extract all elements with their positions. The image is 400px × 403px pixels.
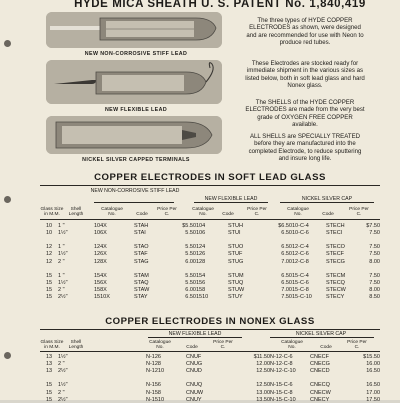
cell-stiff-catalogue: 124X bbox=[94, 244, 107, 251]
cell-flexible-catalogue: N-158 bbox=[146, 389, 161, 396]
cell-flexible-code: STUO bbox=[228, 244, 244, 251]
cell-stiff-code: STAO bbox=[134, 244, 149, 251]
cell-flexible-price: 13.00 bbox=[256, 389, 270, 396]
cell-nickel-catalogue: 15-C-10 bbox=[292, 294, 312, 301]
nonex-glass-title: COPPER ELECTRODES IN NONEX GLASS bbox=[105, 316, 315, 327]
caption-stiff-lead: NEW NON-CORROSIVE STIFF LEAD bbox=[84, 51, 188, 57]
cell-nickel-price: 17.50 bbox=[366, 396, 380, 403]
table-row bbox=[40, 382, 380, 389]
soft-glass-table bbox=[40, 222, 380, 301]
cell-stiff-code: STAI bbox=[134, 229, 146, 236]
cell-flexible-code: CNUD bbox=[186, 367, 202, 374]
soft-glass-title: COPPER ELECTRODES IN SOFT LEAD GLASS bbox=[94, 172, 326, 183]
cell-nickel-catalogue: 12-C-4 bbox=[292, 244, 309, 251]
cell-glass-size: 15 bbox=[45, 389, 53, 396]
col-code: Code bbox=[320, 345, 332, 350]
cell-nickel-catalogue: 15-C-4 bbox=[292, 272, 309, 279]
intro-paragraph-2: These Electrodes are stocked ready for immediate shipment in the various sizes as listed below, both in soft lead glass and hard Nonex glass. bbox=[245, 60, 365, 90]
cell-flexible-code: CNUY bbox=[186, 396, 202, 403]
cell-nickel-price: 16.50 bbox=[366, 367, 380, 374]
cell-shell-length: 2 " bbox=[58, 287, 65, 294]
cell-stiff-price: 5.50 bbox=[185, 229, 196, 236]
table-row bbox=[40, 244, 380, 251]
caption-nickel-cap: NICKEL SILVER CAPPED TERMINALS bbox=[82, 157, 190, 163]
col-code: Code bbox=[136, 212, 148, 217]
cell-stiff-catalogue: 158X bbox=[94, 287, 107, 294]
cell-flexible-price: 6.50 bbox=[281, 229, 292, 236]
cell-flexible-price: 6.50 bbox=[281, 244, 292, 251]
cell-glass-size: 13 bbox=[45, 353, 53, 360]
cell-shell-length: 2½" bbox=[58, 294, 68, 301]
cell-nickel-code: CNECQ bbox=[310, 382, 330, 389]
col-catalogue: Catalogue No. bbox=[281, 340, 303, 351]
cell-glass-size: 13 bbox=[45, 360, 53, 367]
cell-shell-length: 1½" bbox=[58, 353, 68, 360]
cell-stiff-price: $5.50 bbox=[182, 222, 196, 229]
col-code: Code bbox=[322, 212, 334, 217]
photo-flexible-lead bbox=[46, 60, 222, 104]
nonex-header-rule bbox=[40, 351, 380, 352]
cell-glass-size: 12 bbox=[45, 251, 53, 258]
cell-flexible-code: STUI bbox=[228, 229, 241, 236]
cell-stiff-code: STAM bbox=[134, 272, 149, 279]
cell-glass-size: 10 bbox=[45, 222, 53, 229]
cell-shell-length: 2½" bbox=[58, 367, 68, 374]
col-price: Price Per C. bbox=[347, 340, 367, 351]
row-spacer bbox=[40, 265, 380, 272]
cell-shell-length: 2 " bbox=[58, 258, 65, 265]
cell-shell-length: 2 " bbox=[58, 389, 65, 396]
nonex-group-rule bbox=[270, 337, 374, 338]
cell-stiff-price: 5.50 bbox=[185, 251, 196, 258]
cell-nickel-price: $15.50 bbox=[363, 353, 380, 360]
row-spacer bbox=[40, 236, 380, 243]
cell-nickel-code: CNECD bbox=[310, 367, 330, 374]
photo-nickel-cap bbox=[46, 116, 222, 154]
soft-group-nickel-cap: NICKEL SILVER CAP bbox=[301, 196, 353, 202]
patent-header: HYDE MICA SHEATH U. S. PATENT No. 1,840,419 bbox=[74, 0, 366, 10]
cell-nickel-catalogue: N-15-C-8 bbox=[270, 389, 293, 396]
soft-group-rule bbox=[280, 202, 374, 203]
cell-nickel-code: STECF bbox=[326, 251, 345, 258]
table-row bbox=[40, 389, 380, 396]
cell-flexible-code: CNUG bbox=[186, 360, 203, 367]
cell-nickel-price: 8.00 bbox=[369, 258, 380, 265]
cell-nickel-code: STECG bbox=[326, 258, 345, 265]
col-price: Price Per C. bbox=[213, 340, 233, 351]
cell-nickel-price: $7.50 bbox=[366, 222, 380, 229]
nonex-glass-table bbox=[40, 353, 380, 403]
cell-glass-size: 13 bbox=[45, 367, 53, 374]
cell-stiff-catalogue: 104X bbox=[94, 222, 107, 229]
table-row bbox=[40, 353, 380, 360]
row-spacer bbox=[40, 375, 380, 382]
cell-nickel-price: 8.50 bbox=[369, 294, 380, 301]
cell-nickel-catalogue: N-15-C-6 bbox=[270, 382, 293, 389]
cell-flexible-code: STUW bbox=[228, 287, 245, 294]
cell-glass-size: 15 bbox=[45, 294, 53, 301]
cell-flexible-code: STUG bbox=[228, 258, 244, 265]
cell-flexible-catalogue: 106 bbox=[196, 229, 206, 236]
cell-nickel-price: 7.50 bbox=[369, 229, 380, 236]
soft-group-rule bbox=[194, 202, 268, 203]
cell-nickel-code: STECQ bbox=[326, 280, 345, 287]
cell-stiff-catalogue: 154X bbox=[94, 272, 107, 279]
cell-stiff-price: 6.50 bbox=[185, 294, 196, 301]
col-shell-length: Shell Length bbox=[68, 207, 84, 218]
cell-flexible-price: 6.50 bbox=[281, 272, 292, 279]
cell-stiff-code: STAQ bbox=[134, 280, 149, 287]
cell-flexible-price: 12.50 bbox=[256, 382, 270, 389]
cell-stiff-catalogue: 156X bbox=[94, 280, 107, 287]
cell-nickel-code: CNECY bbox=[310, 396, 330, 403]
cell-glass-size: 12 bbox=[45, 244, 53, 251]
cell-flexible-catalogue: 1510 bbox=[196, 294, 209, 301]
cell-nickel-catalogue: 15-C-8 bbox=[292, 287, 309, 294]
cell-flexible-price: 6.50 bbox=[281, 251, 292, 258]
cell-nickel-catalogue: N-12-C-8 bbox=[270, 360, 293, 367]
table-row bbox=[40, 360, 380, 367]
cell-nickel-catalogue: 10-C-6 bbox=[292, 229, 309, 236]
cell-stiff-price: 6.00 bbox=[185, 258, 196, 265]
cell-nickel-catalogue: 10-C-4 bbox=[292, 222, 309, 229]
soft-title-rule bbox=[40, 185, 380, 186]
cell-shell-length: 2 " bbox=[58, 360, 65, 367]
col-price: Price Per C. bbox=[157, 207, 177, 218]
cell-flexible-catalogue: N-1210 bbox=[146, 367, 165, 374]
cell-nickel-catalogue: N-15-C-10 bbox=[270, 396, 296, 403]
cell-stiff-price: 5.50 bbox=[185, 280, 196, 287]
cell-nickel-code: CNECG bbox=[310, 360, 330, 367]
cell-flexible-code: STUF bbox=[228, 251, 243, 258]
cell-flexible-catalogue: N-156 bbox=[146, 382, 161, 389]
cell-shell-length: 1 " bbox=[58, 272, 65, 279]
cell-stiff-code: STAW bbox=[134, 287, 150, 294]
table-row bbox=[40, 367, 380, 374]
cell-flexible-code: CNUW bbox=[186, 389, 204, 396]
cell-flexible-catalogue: 124 bbox=[196, 244, 206, 251]
cell-stiff-price: 6.00 bbox=[185, 287, 196, 294]
binder-hole bbox=[4, 196, 11, 203]
cell-flexible-catalogue: 104 bbox=[196, 222, 206, 229]
cell-flexible-catalogue: 126 bbox=[196, 251, 206, 258]
cell-flexible-catalogue: N-128 bbox=[146, 360, 161, 367]
col-shell-length: Shell Length bbox=[68, 340, 84, 351]
cell-glass-size: 15 bbox=[45, 382, 53, 389]
cell-nickel-catalogue: N-12-C-6 bbox=[270, 353, 293, 360]
cell-nickel-price: 7.50 bbox=[369, 280, 380, 287]
cell-flexible-price: 7.50 bbox=[281, 294, 292, 301]
col-catalogue: Catalogue No. bbox=[192, 207, 214, 218]
cell-nickel-code: STECY bbox=[326, 294, 345, 301]
cell-flexible-price: $6.50 bbox=[278, 222, 292, 229]
cell-nickel-catalogue: 12-C-8 bbox=[292, 258, 309, 265]
cell-shell-length: 1½" bbox=[58, 280, 68, 287]
cell-flexible-price: 7.00 bbox=[281, 287, 292, 294]
nonex-group-rule bbox=[148, 337, 242, 338]
intro-paragraph-1: The three types of HYDE COPPER ELECTRODES as shown, were designed and are recommended for use with Neon to produce red tubes. bbox=[246, 17, 364, 47]
cell-shell-length: 1½" bbox=[58, 251, 68, 258]
intro-paragraph-4: ALL SHELLS are SPECIALLY TREATED before they are manufactured into the completed Electrode, to reduce sputtering and insure long life. bbox=[248, 133, 362, 163]
cell-stiff-code: STAG bbox=[134, 258, 149, 265]
soft-group-flexible-lead: NEW FLEXIBLE LEAD bbox=[204, 196, 258, 202]
cell-flexible-price: $11.50 bbox=[253, 353, 270, 360]
cell-glass-size: 12 bbox=[45, 258, 53, 265]
col-glass-size: Glass Size in M.M. bbox=[40, 340, 64, 351]
cell-nickel-price: 7.50 bbox=[369, 244, 380, 251]
table-row bbox=[40, 294, 380, 301]
cell-flexible-code: STUY bbox=[228, 294, 243, 301]
table-row bbox=[40, 229, 380, 236]
cell-stiff-catalogue: 126X bbox=[94, 251, 107, 258]
cell-nickel-price: 17.00 bbox=[366, 389, 380, 396]
table-row bbox=[40, 251, 380, 258]
cell-nickel-catalogue: N-12-C-10 bbox=[270, 367, 296, 374]
cell-stiff-code: STAY bbox=[134, 294, 148, 301]
col-price: Price Per C. bbox=[247, 207, 267, 218]
cell-nickel-code: STECM bbox=[326, 272, 346, 279]
binder-hole bbox=[4, 352, 11, 359]
cell-flexible-code: STUH bbox=[228, 222, 243, 229]
cell-stiff-price: 5.50 bbox=[185, 272, 196, 279]
cell-flexible-price: 13.50 bbox=[256, 396, 270, 403]
cell-glass-size: 10 bbox=[45, 229, 53, 236]
cell-nickel-catalogue: 12-C-6 bbox=[292, 251, 309, 258]
cell-flexible-catalogue: N-1510 bbox=[146, 396, 165, 403]
col-catalogue: Catalogue No. bbox=[287, 207, 309, 218]
cell-stiff-code: STAH bbox=[134, 222, 149, 229]
table-row bbox=[40, 258, 380, 265]
col-code: Code bbox=[222, 212, 234, 217]
table-row bbox=[40, 287, 380, 294]
cell-shell-length: 2½" bbox=[58, 396, 68, 403]
cell-stiff-code: STAF bbox=[134, 251, 148, 258]
soft-group-stiff-lead: NEW NON-CORROSIVE STIFF LEAD bbox=[90, 188, 180, 194]
cell-nickel-price: 16.00 bbox=[366, 360, 380, 367]
table-row bbox=[40, 280, 380, 287]
binder-hole bbox=[4, 40, 11, 47]
cell-nickel-price: 7.50 bbox=[369, 251, 380, 258]
intro-paragraph-3: The SHELLS of the HYDE COPPER ELECTRODES are made from the very best grade of OXYGEN FREE COPPER available. bbox=[245, 99, 365, 129]
cell-flexible-price: 6.50 bbox=[281, 280, 292, 287]
nonex-group-flexible-lead: NEW FLEXIBLE LEAD bbox=[168, 331, 222, 337]
cell-shell-length: 1 " bbox=[58, 222, 65, 229]
cell-flexible-code: STUQ bbox=[228, 280, 244, 287]
cell-shell-length: 1 " bbox=[58, 244, 65, 251]
cell-stiff-catalogue: 1510X bbox=[94, 294, 110, 301]
cell-nickel-code: STECO bbox=[326, 244, 345, 251]
soft-header-rule bbox=[40, 219, 380, 220]
cell-nickel-price: 7.50 bbox=[369, 272, 380, 279]
photo-stiff-lead bbox=[46, 12, 222, 48]
cell-shell-length: 1½" bbox=[58, 382, 68, 389]
cell-flexible-catalogue: 156 bbox=[196, 280, 206, 287]
cell-stiff-catalogue: 128X bbox=[94, 258, 107, 265]
soft-group-rule bbox=[94, 202, 174, 203]
col-code: Code bbox=[186, 345, 198, 350]
cell-glass-size: 15 bbox=[45, 287, 53, 294]
cell-flexible-catalogue: N-126 bbox=[146, 353, 161, 360]
cell-flexible-price: 12.00 bbox=[256, 360, 270, 367]
cell-shell-length: 1½" bbox=[58, 229, 68, 236]
cell-flexible-price: 12.50 bbox=[256, 367, 270, 374]
cell-stiff-catalogue: 106X bbox=[94, 229, 107, 236]
cell-nickel-price: 8.00 bbox=[369, 287, 380, 294]
col-price: Price Per C. bbox=[349, 207, 369, 218]
cell-glass-size: 15 bbox=[45, 280, 53, 287]
col-catalogue: Catalogue No. bbox=[101, 207, 123, 218]
cell-nickel-code: STECW bbox=[326, 287, 346, 294]
caption-flexible-lead: NEW FLEXIBLE LEAD bbox=[104, 107, 168, 113]
cell-nickel-code: CNECW bbox=[310, 389, 331, 396]
cell-nickel-code: STECH bbox=[326, 222, 345, 229]
cell-flexible-code: CNUQ bbox=[186, 382, 203, 389]
cell-nickel-code: CNECF bbox=[310, 353, 329, 360]
col-catalogue: Catalogue No. bbox=[149, 340, 171, 351]
cell-nickel-code: STECI bbox=[326, 229, 343, 236]
cell-flexible-code: CNUF bbox=[186, 353, 202, 360]
cell-stiff-price: 5.50 bbox=[185, 244, 196, 251]
cell-glass-size: 15 bbox=[45, 396, 53, 403]
col-glass-size: Glass Size in M.M. bbox=[40, 207, 64, 218]
cell-flexible-code: STUM bbox=[228, 272, 244, 279]
cell-flexible-catalogue: 154 bbox=[196, 272, 206, 279]
cell-flexible-catalogue: 158 bbox=[196, 287, 206, 294]
cell-nickel-catalogue: 15-C-6 bbox=[292, 280, 309, 287]
cell-flexible-catalogue: 128 bbox=[196, 258, 206, 265]
cell-glass-size: 15 bbox=[45, 272, 53, 279]
nonex-title-rule bbox=[40, 329, 380, 330]
table-row bbox=[40, 222, 380, 229]
cell-flexible-price: 7.00 bbox=[281, 258, 292, 265]
table-row bbox=[40, 272, 380, 279]
nonex-group-nickel-cap: NICKEL SILVER CAP bbox=[295, 331, 347, 337]
cell-nickel-price: 16.50 bbox=[366, 382, 380, 389]
